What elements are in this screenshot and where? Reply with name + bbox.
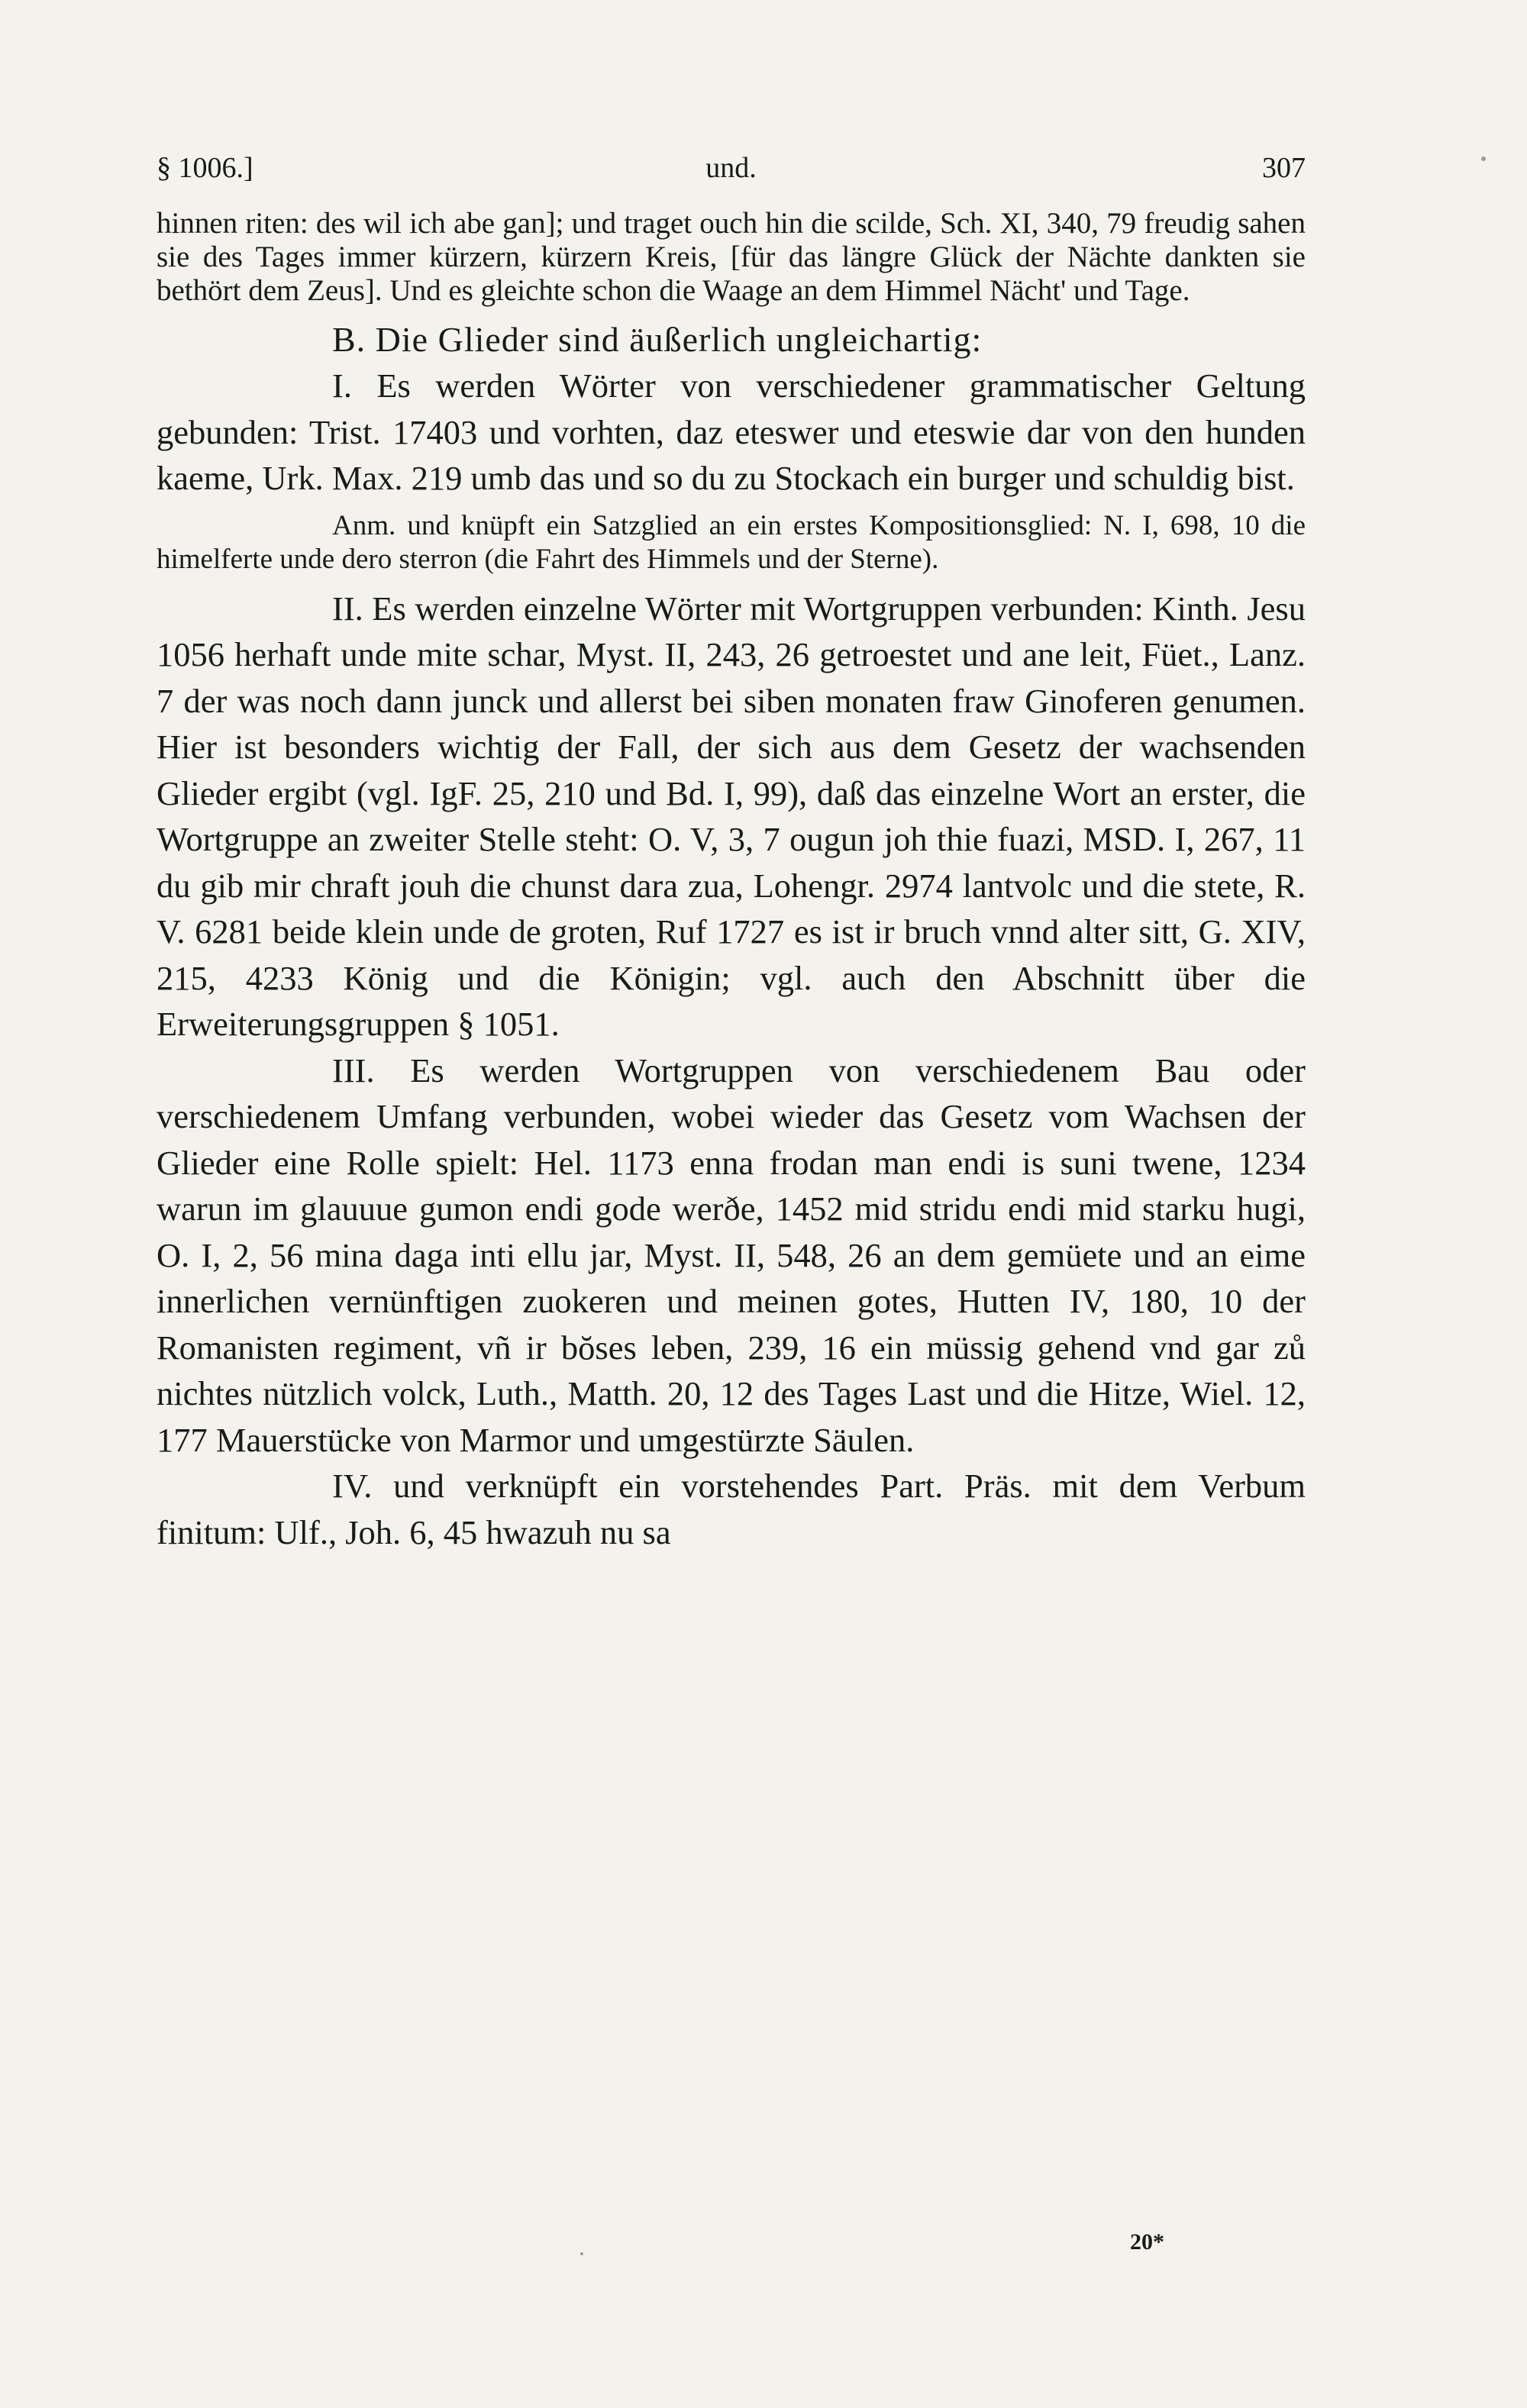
paragraph-i: I. Es werden Wörter von verschiedener grammatischer Geltung gebunden: Trist. 17403 und vorhten, daz eteswer und eteswie dar von den hunden kaeme, Urk. Max. 219 umb das und so du zu Stockach ein burger und schuldig bist.	[157, 366, 1306, 497]
header-headword: und.	[705, 152, 757, 184]
paper-speck	[580, 2252, 583, 2255]
running-header	[157, 149, 1306, 202]
book-page	[157, 149, 1306, 1555]
annotation: Anm. und knüpft ein Satzglied an ein erstes Kompositionsglied: N. I, 698, 10 die himelferte unde dero sterron (die Fahrt des Himmels und der Sterne).	[157, 509, 1306, 575]
header-section: § 1006.]	[157, 152, 253, 184]
paper-speck	[1481, 157, 1486, 161]
signature-mark: 20*	[1130, 2229, 1164, 2255]
paragraph-iv: IV. und verknüpft ein vorstehendes Part. Präs. mit dem Verbum finitum: Ulf., Joh. 6, 45 hwazuh nu sa	[157, 1467, 1306, 1551]
page-number: 307	[1262, 152, 1306, 184]
paragraph-continuation: hinnen riten: des wil ich abe gan]; und traget ouch hin die scilde, Sch. XI, 340, 79 freudig sahen sie des Tages immer kürzern, kürzern Kreis, [für das längre Glück der Nächte dankten sie bethört dem Zeus]. Und es gleichte schon die Waage an dem Himmel Nächt' und Tage.	[157, 207, 1306, 307]
section-heading-b: B. Die Glieder sind äußerlich ungleichartig:	[332, 320, 983, 359]
paragraph-ii: II. Es werden einzelne Wörter mit Wortgruppen verbunden: Kinth. Jesu 1056 herhaft unde mite schar, Myst. II, 243, 26 getroestet und ane leit, Füet., Lanz. 7 der was noch dann junck und allerst bei siben monaten fraw Ginoferen genumen. Hier ist besonders wichtig der Fall, der sich aus dem Gesetz der wachsenden Glieder ergibt (vgl. IgF. 25, 210 und Bd. I, 99), daß das einzelne Wort an erster, die Wortgruppe an zweiter Stelle steht: O. V, 3, 7 ougun joh thie fuazi, MSD. I, 267, 11 du gib mir chraft jouh die chunst dara zua, Lohengr. 2974 lantvolc und die stete, R. V. 6281 beide klein unde de groten, Ruf 1727 es ist ir bruch vnnd alter sitt, G. XIV, 215, 4233 König und die Königin; vgl. auch den Abschnitt über die Erweiterungsgruppen § 1051.	[157, 589, 1306, 1043]
paragraph-iii: III. Es werden Wortgruppen von verschiedenem Bau oder verschiedenem Umfang verbunden, wobei wieder das Gesetz vom Wachsen der Glieder eine Rolle spielt: Hel. 1173 enna frodan man endi is suni twene, 1234 warun im glauuue gumon endi gode werðe, 1452 mid stridu endi mid starku hugi, O. I, 2, 56 mina daga inti ellu jar, Myst. II, 548, 26 an dem gemüete und an eime innerlichen vernünftigen zuokeren und meinen gotes, Hutten IV, 180, 10 der Romanisten regiment, vñ ir bŏses leben, 239, 16 ein müssig gehend vnd gar zů nichtes nützlich volck, Luth., Matth. 20, 12 des Tages Last und die Hitze, Wiel. 12, 177 Mauerstücke von Marmor und umgestürzte Säulen.	[157, 1051, 1306, 1459]
